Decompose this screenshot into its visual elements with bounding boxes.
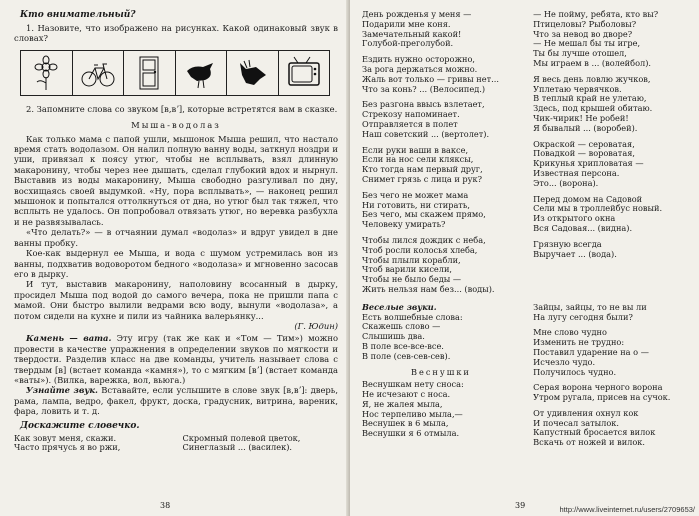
poem-line: Подарили мне коня. [362, 18, 451, 29]
freckles-title: Веснушки [410, 366, 471, 377]
watermark: http://www.liveinternet.ru/users/2709653/ [559, 505, 695, 514]
poem-line: Замечательный какой! [362, 28, 462, 39]
story-paragraph-4: И тут, выставив макаронину, наполовину всосанный в дырку, просидел Мыша под водой до самого вечера, пока не пришли папа с мамой. Они быстро вылили ведрами всю воду, вынули «водолаза», а потом сидели на кухне и пили из чайника валерьянку... [14, 279, 338, 321]
poem-line: Выручает ... (вода). [533, 248, 617, 259]
poem-line: Веснушкам нету сноса: [362, 379, 464, 390]
stanza [362, 10, 520, 49]
poem-line: Без чего, мы скажем прямо, [362, 209, 486, 220]
door-icon [124, 51, 176, 95]
poem-line: За рога держаться можно. [362, 63, 478, 74]
poem-line: Чтоб варили кисели, [362, 264, 453, 275]
poem-line: Что за невод во дворе? [533, 28, 633, 39]
heading-attention: Кто внимательный? [20, 10, 136, 20]
story-paragraph-3: Кое-как выдернул ее Мыша, и вода с шумом устремилась вон из ванны, подхватив водоворотом бедного «водолаза» и мгновенно засосав его в дырку. [14, 248, 338, 279]
poem-line: Исчезло чудо. [533, 356, 596, 367]
poem-line: Окраской — сероватая, [533, 138, 635, 149]
poem-line: Капустный бросается вилок [533, 427, 656, 438]
poem-line: Чтобы не было беды — [362, 274, 462, 285]
poem-line: В поле все-все-все. [362, 340, 444, 351]
stanza [533, 140, 691, 189]
task-2: 2. Запомните слова со звуком [в,вʼ], которые встретятся вам в сказке. [26, 103, 338, 114]
poem-line: Кто тогда нам первый друг, [362, 164, 483, 175]
poem-line: Мы играем в ... (волейбол). [533, 57, 651, 68]
story-paragraph-2: «Что делать?» — в отчаянии думал «водолаз» и вдруг увидел в дне ванны пробку. [14, 227, 338, 248]
stanza [533, 303, 691, 323]
stanza [362, 191, 520, 230]
stanza [362, 236, 520, 295]
tv-icon [279, 51, 330, 95]
flower-icon [21, 51, 73, 95]
game-paragraph [14, 333, 338, 385]
riddle-line: Скромный полевой цветок, [182, 432, 301, 443]
poem-line: Здесь, под крышей обитаю. [533, 103, 653, 114]
poem-line: День рожденья у меня — [362, 9, 472, 19]
poem-line: Чтобы плыли корабли, [362, 254, 461, 265]
poem-line: Вскачь от ножей и вилок. [533, 437, 646, 448]
riddles-bottom [362, 303, 691, 454]
poem-line: Зайцы, зайцы, то не вы ли [533, 301, 647, 312]
page-number-left: 38 [160, 501, 171, 510]
poem-line: От удивления охнул кок [533, 407, 639, 418]
poem-line: Без чего не может мама [362, 189, 469, 200]
poem-line: Серая ворона черного ворона [533, 382, 663, 393]
poem-line: Веснушек в 6 мыла, [362, 418, 449, 429]
poem-line: Скажешь слово — [362, 321, 441, 332]
recognize-paragraph [14, 385, 338, 416]
game-text: Эту игру (так же как и «Том — Тим») можно провести в качестве упражнения в определении звуков по мягкости и твердости. Разделив класс на две команды, учитель называет слова с твердым [в] (встает команда «камня»), то с мягким [вʼ] (встает команда «ваты»). (Вилка, варежка, вол, вьюга.) [14, 333, 338, 385]
fun-col-2 [533, 303, 691, 454]
riddle-line: Как зовут меня, скажи. [14, 432, 117, 443]
poem-line: — Не пойму, ребята, кто вы? [533, 9, 659, 19]
finish-left-col [14, 434, 170, 454]
task-1: 1. Назовите, что изображено на рисунках. Какой одинаковый звук в словах? [14, 23, 338, 44]
stanza [362, 55, 520, 94]
poem-line: Известная персона. [533, 167, 620, 178]
poem-line: Слышишь два. [362, 331, 425, 342]
poem-line: Ты бы лучше отошел, [533, 48, 627, 59]
right-page [350, 0, 699, 516]
poem-line: Из открытого окна [533, 213, 616, 224]
riddles-top [362, 10, 691, 301]
story-paragraph-1: Как только мама с папой ушли, мышонок Мыша решил, что настало время стать водолазом. Он налил полную ванну воды, заткнул ноздри и уши, привязал к поясу утюг, чтобы не всплывать, взял длинную макаронину, чтобы через нее дышать, сделал глубокий вдох и нырнул. Выставив из воды макаронину, Мыша свободно разгуливал по дну, восхищаясь своей выдумкой. «Ну, пора всплывать», — наконец решил мышонок и попытался оттолкнуться от дна, но утюг был так тяжел, что всплыть не удалось. Он попробовал отвязать утюг, но веревка разбухла и не развязывалась. [14, 133, 338, 227]
poem-line: Получилось чудно. [533, 366, 617, 377]
poem-line: Снимет грязь с лица и рук? [362, 173, 482, 184]
stanza [362, 313, 520, 362]
stanza [533, 383, 691, 403]
poem-line: Что за конь? ... (Велосипед.) [362, 83, 486, 94]
poem-line: Без разгона ввысь взлетает, [362, 99, 485, 110]
poem-line: Уплетаю червячков. [533, 83, 622, 94]
poem-line: — Не мешал бы ты игре, [533, 38, 641, 49]
stanza [362, 100, 520, 139]
freckles-poem [362, 380, 520, 439]
poem-line: Крикунья хрипловатая — [533, 158, 644, 169]
finish-title: Доскажите словечко. [20, 420, 140, 431]
poem-line: Поставил ударение на о — [533, 346, 649, 357]
picture-strip [20, 50, 330, 96]
poem-line: Жить нельзя нам без... (воды). [362, 283, 495, 294]
stanza [533, 409, 691, 448]
poem-line: Я весь день ловлю жучков, [533, 73, 651, 84]
stanza [533, 75, 691, 134]
poem-line: Чтоб росли колосья хлеба, [362, 244, 478, 255]
poem-line: Сели мы в троллейбус новый. [533, 203, 663, 214]
stanza [533, 240, 691, 260]
fun-col-1 [362, 303, 520, 454]
poem-line: Я, не жалея мыла, [362, 398, 443, 409]
poem-line: Грязную всегда [533, 238, 602, 249]
poem-line: Голубой-преголубой. [362, 38, 454, 49]
fun-col-1-stanzas [362, 313, 520, 362]
poem-line: И почесал затылок. [533, 417, 619, 428]
poem-line: Есть волшебные слова: [362, 311, 463, 322]
game-title: Камень — вата. [26, 333, 112, 344]
bicycle-icon [73, 51, 125, 95]
poem-line: Нос терпеливо мыла,— [362, 408, 463, 419]
riddle-line: Часто прячусь я во ржи, [14, 442, 121, 453]
riddles-col-1 [362, 10, 520, 301]
poem-line: Мне слово чудно [533, 327, 607, 338]
poem-line: Я бывалый ... (воробей). [533, 122, 638, 133]
stanza [533, 195, 691, 234]
poem-line: Если на нос сели кляксы, [362, 154, 474, 165]
finish-right-col [182, 434, 338, 454]
crow-icon [176, 51, 228, 95]
fun-title: Веселые звуки. [362, 301, 437, 312]
poem-line: На лугу сегодня были? [533, 311, 633, 322]
riddles-col-2 [533, 10, 691, 301]
wolf-icon [227, 51, 279, 95]
poem-line: Стрекозу напоминает. [362, 109, 460, 120]
poem-line: Изменить не трудно: [533, 337, 625, 348]
poem-line: Не исчезают с носа. [362, 389, 451, 400]
poem-line: Птицеловы? Рыболовы? [533, 18, 637, 29]
poem-line: Отправляется в полет [362, 118, 458, 129]
poem-line: Повадкой — вороватая, [533, 148, 635, 159]
finish-riddle [14, 434, 338, 454]
poem-line: Перед домом на Садовой [533, 193, 643, 204]
poem-line: Утром ругала, присев на сучок. [533, 392, 671, 403]
riddle-line: Синеглазый ... (василек). [182, 442, 293, 453]
poem-line: Чтобы лился дождик с неба, [362, 234, 486, 245]
poem-line: Ни готовить, ни стирать, [362, 199, 470, 210]
stanza [362, 146, 520, 185]
recognize-text: Вставайте, если услышите в слове звук [в,вʼ]: дверь, рама, лампа, ведро, факел, фрукт, доска, градусник, витрина, вареник, фара, ловить и т. д. [14, 385, 339, 417]
recognize-title: Узнайте звук. [26, 385, 98, 396]
story-title: Мыша-водолаз [131, 120, 221, 131]
poem-line: Чик-чирик! Не робей! [533, 112, 629, 123]
poem-line: В теплый край не улетаю, [533, 93, 647, 104]
poem-line: Жаль вот только — гривы нет... [362, 73, 499, 84]
story-author: (Г. Юдин) [294, 320, 338, 331]
poem-line: Человеку умирать? [362, 219, 446, 230]
poem-line: Это... (ворона). [533, 177, 599, 188]
poem-line: Наш советский ... (вертолет). [362, 128, 490, 139]
poem-line: В поле (сев-сев-сев). [362, 350, 451, 361]
poem-line: Веснушки я 6 отмыла. [362, 428, 460, 439]
poem-line: Если руки ваши в ваксе, [362, 144, 469, 155]
poem-line: Вся Садовая... (видна). [533, 222, 633, 233]
page-number-right: 39 [515, 501, 526, 510]
stanza [533, 328, 691, 377]
poem-line: Ездить нужно осторожно, [362, 54, 475, 65]
stanza [533, 10, 691, 69]
